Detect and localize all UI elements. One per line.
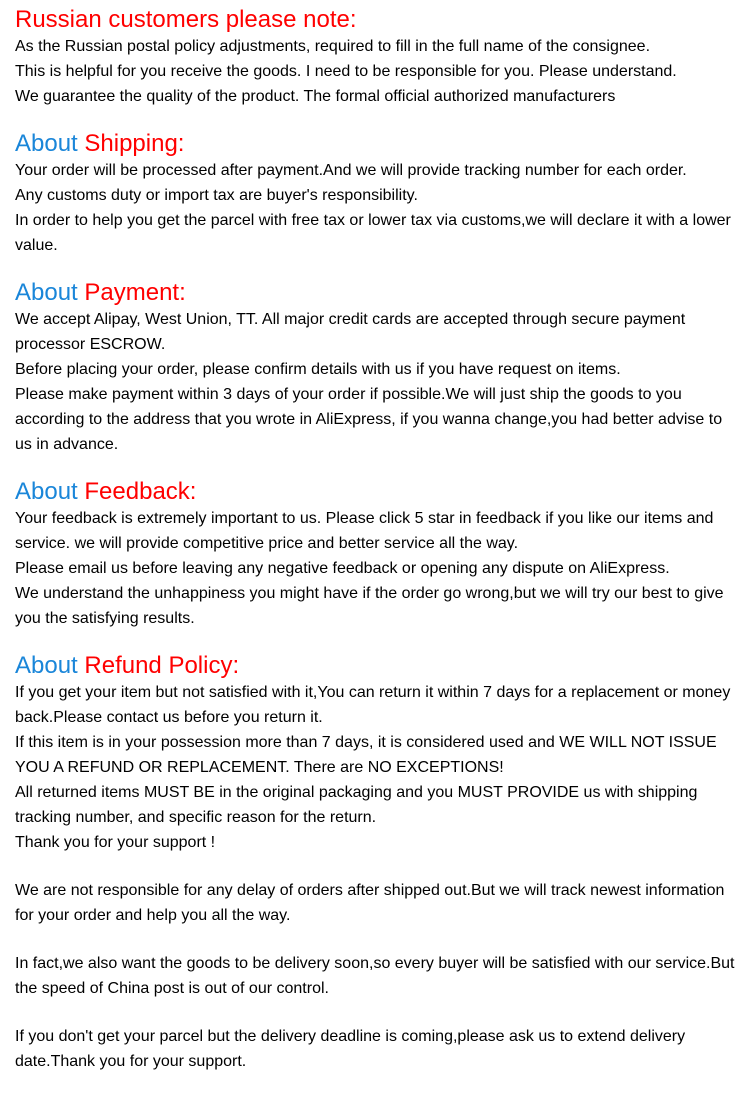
section-line: Any customs duty or import tax are buyer's responsibility. [15,187,418,204]
section-russian-customers [15,6,743,109]
section-heading [15,279,743,307]
closing-paragraph: If you don't get your parcel but the delivery deadline is coming,please ask us to extend delivery date.Thank you for your support. [15,1028,686,1070]
heading-prefix: About [15,478,85,505]
section-line: This is helpful for you receive the goods. I need to be responsible for you. Please understand. [15,63,677,80]
heading-accent: Feedback: [84,478,197,505]
section-heading [15,6,743,34]
closing-paragraph: We are not responsible for any delay of orders after shipped out.But we will track newest information for your order and help you all the way. [15,882,725,924]
section-line: All returned items MUST BE in the original packaging and you MUST PROVIDE us with shipping tracking number, and specific reason for the return. [15,784,698,826]
heading-prefix: About [15,652,85,679]
section-heading [15,478,743,506]
heading-accent: Payment: [84,279,186,306]
heading-accent: Shipping: [84,130,185,157]
section-line: Thank you for your support ! [15,834,216,851]
heading-prefix: Russian customers please note: [15,6,357,33]
section-heading [15,130,743,158]
section-refund-policy [15,652,743,855]
section-shipping [15,130,743,258]
section-line: If you get your item but not satisfied with it,You can return it within 7 days for a replacement or money back.Please contact us before you return it. [15,684,731,726]
heading-accent: Refund Policy: [84,652,240,679]
policy-notice [15,6,743,1074]
heading-prefix: About [15,279,85,306]
section-heading [15,652,743,680]
section-line: We guarantee the quality of the product. The formal official authorized manufacturers [15,88,616,105]
section-line: We understand the unhappiness you might have if the order go wrong,but we will try our best to give you the satisfying results. [15,585,724,627]
section-line: If this item is in your possession more than 7 days, it is considered used and WE WILL NOT ISSUE YOU A REFUND OR REPLACEMENT. There are NO EXCEPTIONS! [15,734,717,776]
section-payment [15,279,743,457]
section-line: Before placing your order, please confirm details with us if you have request on items. [15,361,621,378]
closing-paragraph: In fact,we also want the goods to be delivery soon,so every buyer will be satisfied with our service.But the speed of China post is out of our control. [15,955,735,997]
heading-prefix: About [15,130,85,157]
section-line: Your feedback is extremely important to us. Please click 5 star in feedback if you like our items and service. we will provide competitive price and better service all the way. [15,510,714,552]
section-feedback [15,478,743,631]
section-line: Please make payment within 3 days of your order if possible.We will just ship the goods to you according to the address that you wrote in AliExpress, if you wanna change,you had better advise to us in advance. [15,386,723,453]
section-line: As the Russian postal policy adjustments, required to fill in the full name of the consignee. [15,38,651,55]
section-line: Your order will be processed after payment.And we will provide tracking number for each order. [15,162,687,179]
section-line: In order to help you get the parcel with free tax or lower tax via customs,we will declare it with a lower value. [15,212,731,254]
section-line: We accept Alipay, West Union, TT. All major credit cards are accepted through secure payment processor ESCROW. [15,311,686,353]
section-line: Please email us before leaving any negative feedback or opening any dispute on AliExpress. [15,560,670,577]
